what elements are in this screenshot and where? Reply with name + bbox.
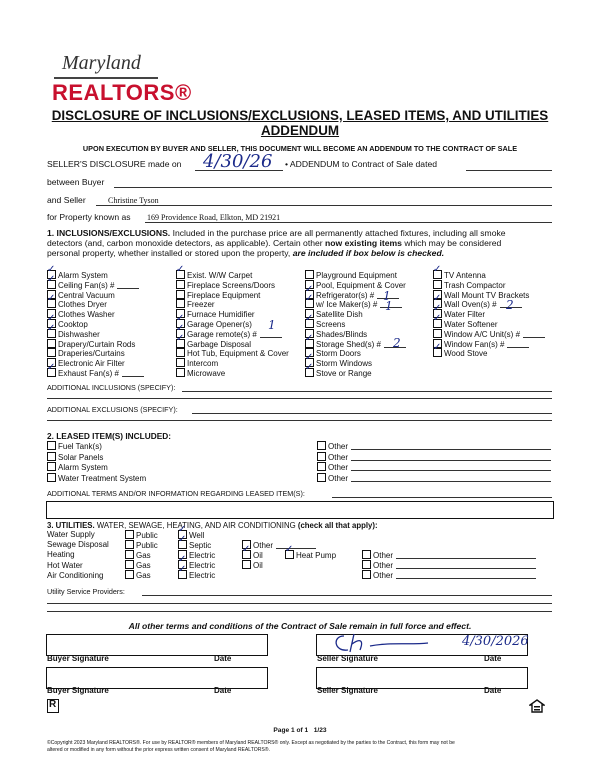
include-window-a-c-unit-s-label: Window A/C Unit(s) # <box>444 329 521 339</box>
utility-heating-gas-label: Gas <box>136 550 151 560</box>
logo-realtors: REALTORS® <box>52 80 192 105</box>
leased-solar-panels-checkbox[interactable] <box>47 452 56 461</box>
leased-alarm-system[interactable] <box>47 462 108 473</box>
utility-hot-water-gas-checkbox[interactable] <box>125 560 134 569</box>
include-water-softener-checkbox[interactable] <box>433 319 442 328</box>
storage-shed-count[interactable]: 2 <box>393 336 401 350</box>
utility-air-conditioning-gas-label: Gas <box>136 571 151 581</box>
utility-sewage-disposal-septic-checkbox[interactable] <box>178 540 187 549</box>
include-hot-tub-equipment-cover-label: Hot Tub, Equipment & Cover <box>187 349 289 359</box>
include-dishwasher-label: Dishwasher <box>58 329 100 339</box>
include-pool-equipment-cover-label: Pool, Equipment & Cover <box>316 280 406 290</box>
include-exhaust-fan-s-count-blank[interactable] <box>122 369 144 377</box>
buyer-date-label-1: Date <box>214 654 232 663</box>
utility-hot-water-oil-label: Oil <box>253 561 263 571</box>
made-on-label: SELLER'S DISCLOSURE made on <box>47 159 182 169</box>
leased-water-treatment-system-label: Water Treatment System <box>58 473 147 483</box>
section2-heading: 2. LEASED ITEM(S) INCLUDED: <box>47 431 171 441</box>
utility-heating-heat-pump-checkbox[interactable] <box>285 550 294 559</box>
utility-heating-other-count-blank[interactable] <box>396 551 536 559</box>
utility-hot-water-electric-label: Electric <box>189 561 216 571</box>
include-clothes-dryer-checkbox[interactable] <box>47 299 56 308</box>
include-playground-equipment-label: Playground Equipment <box>316 271 397 280</box>
section1-text-line3: personal property, whether installed or stored upon the property, are included if box below is checked. <box>47 248 445 258</box>
utility-sewage-disposal-public-label: Public <box>136 540 158 550</box>
include-water-filter-label: Water Filter <box>444 310 486 320</box>
include-screens-checkbox[interactable] <box>305 319 314 328</box>
include-fireplace-equipment-checkbox[interactable] <box>176 290 185 299</box>
copyright-line1: ©Copyright 2023 Maryland REALTORS®. For use by REALTOR® members of Maryland REALTORS® only. Except as negotiated by the parties to the Contract, this form may not be <box>47 740 455 746</box>
include-garage-remote-s-label: Garage remote(s) # <box>187 329 257 339</box>
utility-sewage-disposal-public[interactable] <box>125 540 158 551</box>
include-intercom-checkbox[interactable] <box>176 358 185 367</box>
include-clothes-washer-label: Clothes Washer <box>58 310 115 320</box>
include-exhaust-fan-s-label: Exhaust Fan(s) # <box>58 369 119 378</box>
leased-other-4-label: Other <box>328 473 349 483</box>
include-tv-antenna-checkbox[interactable] <box>433 270 442 279</box>
include-alarm-system-label: Alarm System <box>58 271 108 280</box>
seller-date-value[interactable]: 4/30/2026 <box>462 634 529 649</box>
leased-other-4[interactable] <box>317 473 551 484</box>
seller-name-value[interactable]: Christine Tyson <box>108 196 159 205</box>
page-number: Page 1 of 1 1/23 <box>273 727 327 734</box>
leased-alarm-system-checkbox[interactable] <box>47 462 56 471</box>
seller-label: and Seller <box>47 195 86 205</box>
include-water-softener-label: Water Softener <box>444 320 498 329</box>
utilities-table <box>47 530 557 582</box>
equal-housing-icon <box>529 699 545 718</box>
include-exhaust-fan-s[interactable] <box>47 368 144 379</box>
utility-row-hot-water: Hot Water <box>47 560 83 570</box>
include-wall-mount-tv-brackets-label: Wall Mount TV Brackets <box>444 290 530 300</box>
include-trash-compactor-checkbox[interactable] <box>433 280 442 289</box>
include-wall-oven-s-label: Wall Oven(s) # <box>444 300 497 310</box>
utility-row-sewage-disposal: Sewage Disposal <box>47 540 109 550</box>
include-exhaust-fan-s-checkbox[interactable] <box>47 368 56 377</box>
leased-alarm-system-label: Alarm System <box>58 463 108 472</box>
include-ceiling-fan-s-label: Ceiling Fan(s) # <box>58 280 115 290</box>
utility-hot-water-other-checkbox[interactable] <box>362 560 371 569</box>
utility-row-heating: Heating <box>47 550 75 560</box>
include-hot-tub-equipment-cover-checkbox[interactable] <box>176 348 185 357</box>
include-screens-label: Screens <box>316 320 346 329</box>
page-title-line2: ADDENDUM <box>260 123 340 138</box>
utility-heating-oil[interactable] <box>242 550 263 561</box>
include-playground-equipment-checkbox[interactable] <box>305 270 314 279</box>
include-stove-or-range-label: Stove or Range <box>316 369 372 378</box>
utility-row-water-supply: Water Supply <box>47 530 95 539</box>
additional-terms-label: ADDITIONAL TERMS AND/OR INFORMATION REGARDING LEASED ITEM(S): <box>47 489 305 498</box>
logo-divider <box>54 77 158 79</box>
include-wood-stove[interactable] <box>433 348 487 359</box>
utility-air-conditioning-gas-checkbox[interactable] <box>125 570 134 579</box>
leased-solar-panels[interactable] <box>47 452 103 463</box>
utility-water-supply-public-label: Public <box>136 530 158 540</box>
additional-exclusions-label: ADDITIONAL EXCLUSIONS (SPECIFY): <box>47 405 178 414</box>
include-stove-or-range-checkbox[interactable] <box>305 368 314 377</box>
include-wood-stove-label: Wood Stove <box>444 349 488 359</box>
utility-sewage-disposal-septic-label: Septic <box>189 540 212 550</box>
utility-heating-oil-label: Oil <box>253 550 263 560</box>
include-window-fan-s-count-blank[interactable] <box>507 340 529 348</box>
utility-heating-other-label: Other <box>373 550 394 560</box>
include-intercom-label: Intercom <box>187 359 219 369</box>
include-w-ice-maker-s-checkbox[interactable] <box>305 299 314 308</box>
buyer-signature-label-1: Buyer Signature <box>47 654 109 663</box>
section1-text-line2: detectors (and, carbon monoxide detectors, as applicable). Certain other now existing items which may be considered <box>47 238 502 248</box>
leased-water-treatment-system-checkbox[interactable] <box>47 473 56 482</box>
utility-heating-gas[interactable] <box>125 550 151 561</box>
include-draperies-curtains-checkbox[interactable] <box>47 348 56 357</box>
seller-signature-label-2: Seller Signature <box>317 686 378 695</box>
include-refrigerator-s-label: Refrigerator(s) # <box>316 290 375 300</box>
utility-water-supply-well-label: Well <box>189 530 205 540</box>
leased-water-treatment-system[interactable] <box>47 473 146 484</box>
include-electronic-air-filter-label: Electronic Air Filter <box>58 359 125 369</box>
utility-heating-oil-checkbox[interactable] <box>242 550 251 559</box>
made-on-value[interactable]: 4/30/26 <box>203 151 273 172</box>
utility-heating-heat-pump-label: Heat Pump <box>296 550 337 560</box>
include-cooktop-label: Cooktop <box>58 320 88 329</box>
include-storage-shed-s-label: Storage Shed(s) # <box>316 339 381 349</box>
leased-other-3-checkbox[interactable] <box>317 462 326 471</box>
leased-other-3-count-blank[interactable] <box>351 463 551 471</box>
between-buyer-label: between Buyer <box>47 177 105 187</box>
logo-maryland: Maryland <box>62 52 141 74</box>
utility-hot-water-gas-label: Gas <box>136 561 151 571</box>
utility-hot-water-oil-checkbox[interactable] <box>242 560 251 569</box>
utility-air-conditioning-gas[interactable] <box>125 570 151 581</box>
utility-heating-electric-label: Electric <box>189 550 216 560</box>
leased-other-2-count-blank[interactable] <box>351 453 551 461</box>
include-storm-windows-label: Storm Windows <box>316 359 373 369</box>
include-shades-blinds-label: Shades/Blinds <box>316 329 368 339</box>
leased-other-3[interactable] <box>317 462 551 473</box>
include-draperies-curtains-label: Draperies/Curtains <box>58 349 125 359</box>
include-garbage-disposal-label: Garbage Disposal <box>187 339 252 349</box>
include-garbage-disposal-checkbox[interactable] <box>176 339 185 348</box>
utility-air-conditioning-other-label: Other <box>373 571 394 581</box>
utility-water-supply-public-checkbox[interactable] <box>125 530 134 539</box>
utility-row-air-conditioning: Air Conditioning <box>47 570 104 580</box>
leased-fuel-tank-s[interactable] <box>47 441 102 452</box>
utility-providers-label: Utility Service Providers: <box>47 587 125 596</box>
closing-statement: All other terms and conditions of the Contract of Sale remain in full force and effect. <box>128 621 472 631</box>
include-window-a-c-unit-s-checkbox[interactable] <box>433 329 442 338</box>
include-stove-or-range[interactable] <box>305 368 372 379</box>
include-freezer-checkbox[interactable] <box>176 299 185 308</box>
leased-other-4-count-blank[interactable] <box>351 474 551 482</box>
leased-other-1[interactable] <box>317 441 551 452</box>
property-label: for Property known as <box>47 212 131 222</box>
utility-air-conditioning-other[interactable] <box>362 570 536 581</box>
wall-oven-count[interactable]: 2 <box>506 298 514 312</box>
include-ceiling-fan-s-checkbox[interactable] <box>47 280 56 289</box>
include-furnace-humidifier-label: Furnace Humidifier <box>187 310 255 320</box>
utility-air-conditioning-other-count-blank[interactable] <box>396 571 536 579</box>
utility-sewage-disposal-public-checkbox[interactable] <box>125 540 134 549</box>
leased-other-2[interactable] <box>317 452 551 463</box>
include-fireplace-screens-doors-label: Fireplace Screens/Doors <box>187 280 276 290</box>
seller-signature-label-1: Seller Signature <box>317 654 378 663</box>
utility-sewage-disposal-other[interactable] <box>242 540 316 551</box>
utility-sewage-disposal-other-label: Other <box>253 540 274 550</box>
utility-air-conditioning-other-checkbox[interactable] <box>362 570 371 579</box>
utility-heating-heat-pump[interactable] <box>285 550 336 561</box>
leased-other-1-label: Other <box>328 442 349 451</box>
leased-fuel-tank-s-label: Fuel Tank(s) <box>58 442 102 451</box>
utility-hot-water-gas[interactable] <box>125 560 151 571</box>
leased-terms-box[interactable] <box>46 501 554 519</box>
addendum-label: • ADDENDUM to Contract of Sale dated <box>285 159 438 169</box>
leased-other-2-label: Other <box>328 452 349 462</box>
upon-execution-note: UPON EXECUTION BY BUYER AND SELLER, THIS DOCUMENT WILL BECOME AN ADDENDUM TO THE CONTRACT OF SALE <box>82 144 518 153</box>
ice-maker-count[interactable]: 1 <box>385 299 393 313</box>
utility-sewage-disposal-other-count-blank[interactable] <box>276 541 316 549</box>
section1-text-line1: 1. INCLUSIONS/EXCLUSIONS. Included in the purchase price are all permanently attached fixtures, including all smoke <box>47 228 506 238</box>
leased-other-1-count-blank[interactable] <box>351 442 551 450</box>
seller-date-label-2: Date <box>484 686 502 695</box>
buyer-date-label-2: Date <box>214 686 232 695</box>
include-trash-compactor-label: Trash Compactor <box>444 280 506 290</box>
include-exist-w-w-carpet-checkbox[interactable] <box>176 270 185 279</box>
include-tv-antenna-label: TV Antenna <box>444 271 486 280</box>
include-microwave-label: Microwave <box>187 369 226 378</box>
include-window-fan-s-label: Window Fan(s) # <box>444 339 505 349</box>
buyer-signature-box-1[interactable] <box>46 634 268 656</box>
utility-heating-other-checkbox[interactable] <box>362 550 371 559</box>
include-dishwasher-checkbox[interactable] <box>47 329 56 338</box>
include-satellite-dish-label: Satellite Dish <box>316 310 363 320</box>
include-freezer-label: Freezer <box>187 300 215 310</box>
leased-other-2-checkbox[interactable] <box>317 452 326 461</box>
leased-other-3-label: Other <box>328 463 349 472</box>
refrigerator-count[interactable]: 1 <box>383 289 391 303</box>
utility-hot-water-other-count-blank[interactable] <box>396 561 536 569</box>
leased-solar-panels-label: Solar Panels <box>58 452 104 462</box>
property-address-value[interactable]: 169 Providence Road, Elkton, MD 21921 <box>147 213 281 222</box>
include-microwave[interactable] <box>176 368 225 379</box>
utility-air-conditioning-electric-label: Electric <box>189 571 216 581</box>
buyer-signature-label-2: Buyer Signature <box>47 686 109 695</box>
section3-heading: 3. UTILITIES. WATER, SEWAGE, HEATING, AND AIR CONDITIONING (check all that apply): <box>47 521 378 530</box>
page-title: DISCLOSURE OF INCLUSIONS/EXCLUSIONS, LEASED ITEMS, AND UTILITIES <box>51 108 549 123</box>
include-central-vacuum-label: Central Vacuum <box>58 290 115 300</box>
utility-heating-other[interactable] <box>362 550 536 561</box>
leased-fuel-tank-s-checkbox[interactable] <box>47 441 56 450</box>
include-storage-shed-s-checkbox[interactable] <box>305 339 314 348</box>
utility-sewage-disposal-septic[interactable] <box>178 540 211 551</box>
include-drapery-curtain-rods-label: Drapery/Curtain Rods <box>58 339 136 349</box>
include-fireplace-screens-doors-checkbox[interactable] <box>176 280 185 289</box>
include-w-ice-maker-s-label: w/ Ice Maker(s) # <box>316 300 378 310</box>
copyright-line2: altered or modified in any form without the prior express written consent of Maryland REALTORS®. <box>47 747 270 753</box>
utility-hot-water-other-label: Other <box>373 561 394 571</box>
utility-heating-gas-checkbox[interactable] <box>125 550 134 559</box>
garage-opener-count[interactable]: 1 <box>268 318 276 332</box>
include-exist-w-w-carpet-label: Exist. W/W Carpet <box>187 271 253 280</box>
include-garage-opener-s-label: Garage Opener(s) <box>187 320 252 329</box>
include-clothes-dryer-label: Clothes Dryer <box>58 300 107 310</box>
include-storm-doors-label: Storm Doors <box>316 349 361 359</box>
utility-air-conditioning-electric-checkbox[interactable] <box>178 570 187 579</box>
utility-hot-water-other[interactable] <box>362 560 536 571</box>
include-window-a-c-unit-s-count-blank[interactable] <box>523 330 545 338</box>
include-fireplace-equipment-label: Fireplace Equipment <box>187 290 261 300</box>
utility-water-supply-public[interactable] <box>125 530 158 541</box>
include-ceiling-fan-s-count-blank[interactable] <box>117 281 139 289</box>
realtor-r-icon: R <box>47 699 59 713</box>
utility-air-conditioning-electric[interactable] <box>178 570 215 581</box>
leased-other-4-checkbox[interactable] <box>317 473 326 482</box>
include-microwave-checkbox[interactable] <box>176 368 185 377</box>
include-drapery-curtain-rods-checkbox[interactable] <box>47 339 56 348</box>
leased-other-1-checkbox[interactable] <box>317 441 326 450</box>
additional-inclusions-label: ADDITIONAL INCLUSIONS (SPECIFY): <box>47 383 176 392</box>
include-wood-stove-checkbox[interactable] <box>433 348 442 357</box>
seller-date-label-1: Date <box>484 654 502 663</box>
utility-hot-water-oil[interactable] <box>242 560 263 571</box>
